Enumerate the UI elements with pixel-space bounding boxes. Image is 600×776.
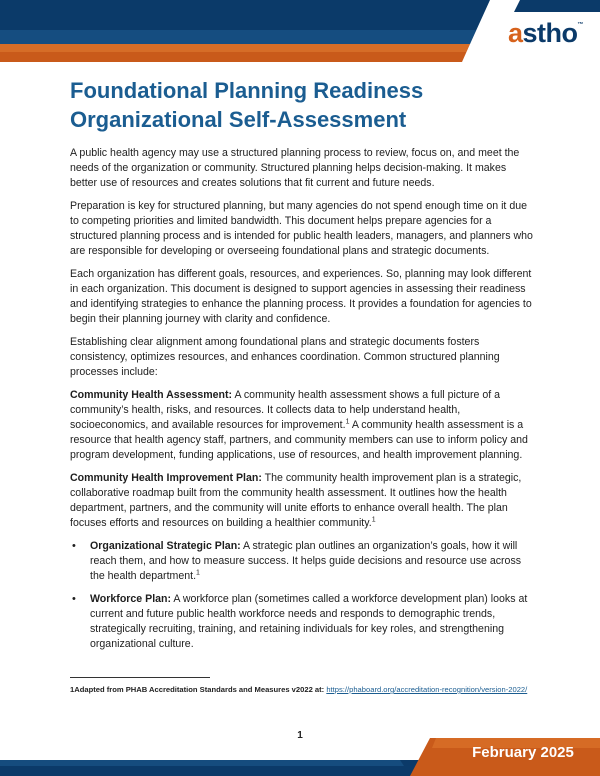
cha-term: Community Health Assessment: [70, 389, 233, 401]
footnote: 1Adapted from PHAB Accreditation Standards and Measures v2022 at: https://phaboard.org/accreditation-recognition/version-2022/ [70, 685, 528, 694]
chip-term: Community Health Improvement Plan: [70, 472, 262, 484]
preparation-paragraph: Preparation is key for structured planning, but many agencies do not spend enough time on it due to competing priorities and limited bandwidth. This document helps prepare agencies for a structured planning process and is intended for public health leaders, managers, and planners who are responsible for developing or overseeing foundational plans and strategic documents. [70, 200, 533, 257]
astho-logo: astho™ [508, 18, 584, 48]
publication-date: February 2025 [472, 744, 574, 761]
bullet-icon: • [72, 540, 76, 552]
planning-list [70, 539, 534, 652]
document-body [70, 146, 534, 660]
footnote-ref: 1 [196, 569, 200, 577]
alignment-paragraph: Establishing clear alignment among foundational plans and strategic documents fosters consistency, optimizes resources, and enhances coordination. Common structured planning processes include: [70, 336, 500, 378]
title-line-2: Organizational Self-Assessment [70, 107, 407, 132]
chip-paragraph: Community Health Improvement Plan: The community health improvement plan is a strategic, collaborative roadmap built from the community health assessment. It outlines how the health department, partners, and the community will unite efforts to enhance overall health. The plan focuses efforts and resources on building a healthier community.$^1$ [70, 472, 522, 529]
bullet-icon: • [72, 593, 76, 605]
list-item: • Organizational Strategic Plan: A strategic plan outlines an organization’s goals, how it will reach them, and how to measure success. It helps guide decisions and resource use across the health department.$^1$ [72, 540, 522, 582]
intro-paragraph: A public health agency may use a structured planning process to review, focus on, and meet the needs of the organization or community. Structured planning helps decision-making. It makes better use of resources and creates solutions that fit current and future needs. [70, 147, 520, 189]
list-item: • Workforce Plan: A workforce plan (sometimes called a workforce development plan) looks at current and future public health workforce needs and responds to demographic trends, strategically recruiting, training, and retaining individuals for key roles, and strengthening organizational culture. [72, 593, 528, 650]
footnote-link[interactable]: https://phaboard.org/accreditation-recognition/version-2022/ [326, 685, 528, 694]
footnote-ref: 1 [345, 418, 350, 426]
footnote-divider [70, 677, 210, 678]
footnote-ref: 1 [371, 516, 376, 524]
page-title [70, 76, 540, 134]
page-number: 1 [297, 730, 303, 741]
organization-paragraph: Each organization has different goals, resources, and experiences. So, planning may look different in each organization. This document is designed to support agencies in assessing their readiness and identifying strategies to enhance the planning process. It provides a foundation for agencies to begin their planning journey with clarity and confidence. [70, 268, 532, 325]
cha-paragraph: Community Health Assessment: A community health assessment shows a full picture of a community’s health, risks, and resources. It collects data to help understand health, socioeconomics, and available resources for improvement.$^1$ A community health assessment is a resource that health agency staff, partners, and community members can use to inform policy and program development, funding applications, use of resources, and health improvement planning. [70, 389, 528, 461]
title-line-1: Foundational Planning Readiness [70, 78, 424, 103]
